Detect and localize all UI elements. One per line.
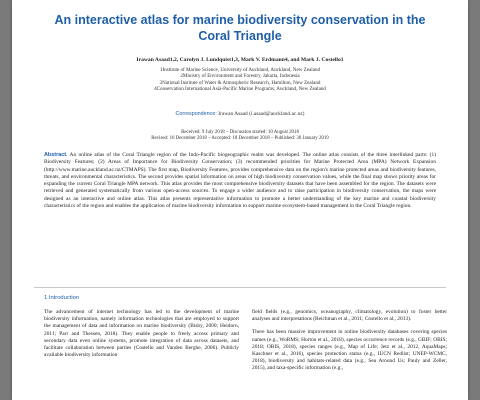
- abstract: [44, 152, 436, 210]
- correspondence-text: Irawan Asaad (i.asaad@auckland.ac.nz): [218, 111, 305, 117]
- left-column: [44, 309, 239, 365]
- right-column: [252, 309, 447, 379]
- publication-dates: [32, 130, 448, 142]
- paragraph: There has been massive improvement in online biodiversity databases covering species names (e.g., WoRMS; Horton et al., 2018), species occurrence records (e.g., GBIF; OBIS; 2018; OBIS, 2018), species ranges (e.g., Map of Life; Jetz et al., 2012, AquaMaps; Kaschner et al., 2016), species protection status (e.g., IUCN Redlist; UNEP-WCMC, 2018), biodiversity and habitats-related data (e.g., Sea Around Us; Pauly and Zeller, 2015), and taxa-specific information (e.g.,: [252, 329, 447, 372]
- abstract-label: Abstract.: [44, 152, 68, 158]
- section-heading: 1 Introduction: [44, 295, 80, 301]
- correspondence-label: Correspondence:: [175, 111, 217, 117]
- author-list: Irawan Asaad1,2, Carolyn J. Lundquist1,3, Mark V. Erdmann4, and Mark J. Costello1: [136, 57, 344, 63]
- paragraph: The advancement of internet technology has led to the development of marine biodiversity information, namely information technologies that are employed to support the management of data and information on marine biodiversity (Bisby, 2000; Heidorn, 2011; Parr and Thessen, 2018). They enable people to freely access primary and secondary data even online systems, promote integration of data across datasets, and facilitate collaboration between parties (Costello and Vanden Berghe, 2006). Publicly available biodiversity information: [44, 309, 239, 359]
- paper-page: [12, 0, 468, 400]
- affiliation: 1Institute of Marine Science, University of Auckland, Auckland, New Zealand: [159, 67, 321, 73]
- affiliation: 4Conservation International Asia-Pacific Marine Programs, Auckland, New Zealand: [154, 86, 326, 93]
- affiliation-list: [72, 67, 408, 93]
- abstract-text: An online atlas of the Coral Triangle region of the Indo-Pacific biogeographic realm was developed. The online atlas consists of the three interlinked parts: (1) Biodiversity Features; (2) Areas of Importance for Biodiversity Conservation; (3) recommended priorities for Marine Protected Area (MPA) Network Expansion (http://www.marine.auckland.ac.nz/CTMAPS). The first map, Biodiversity Features, provides comprehensive data on the region's marine protected areas and biodiversity features, threats, and environmental characteristics. The second provides spatial information on areas of high biodiversity conservation values, while the final map shows priority areas for expanding the current Coral Triangle MPA network. This atlas provides the most comprehensive biodiversity datasets that have been assembled for the region. The datasets were retrieved and generated systematically from various open-access sources. To engage a wider audience and to raise participation in biodiversity conservation, the maps were designed as an interactive and online atlas. This atlas presents representative information to promote a better understanding of the key marine and coastal biodiversity characteristics of the region and enables the application of marine biodiversity information to support marine ecosystem-based management in the Coral Triangle region.: [44, 152, 437, 210]
- paragraph: field fields (e.g., genomics, oceanography, climatology, evolution) to foster better analyses and interpretations (Reichman et al., 2011; Costello et al., 2013).: [252, 309, 447, 323]
- affiliation: 2Ministry of Environment and Forestry, Jakarta, Indonesia: [180, 73, 300, 80]
- correspondence: [32, 111, 448, 117]
- affiliation: 3National Institute of Water & Atmospheric Research, Hamilton, New Zealand: [159, 79, 321, 86]
- date-line: Revised: 16 December 2018 – Accepted: 18 December 2018 – Published: 30 January 2019: [151, 136, 329, 142]
- paper-title: An interactive atlas for marine biodiversity conservation in the Coral Triangle: [54, 13, 426, 43]
- divider: [34, 287, 446, 288]
- date-line: Received: 9 July 2018 – Discussion started: 10 August 2018: [181, 130, 299, 135]
